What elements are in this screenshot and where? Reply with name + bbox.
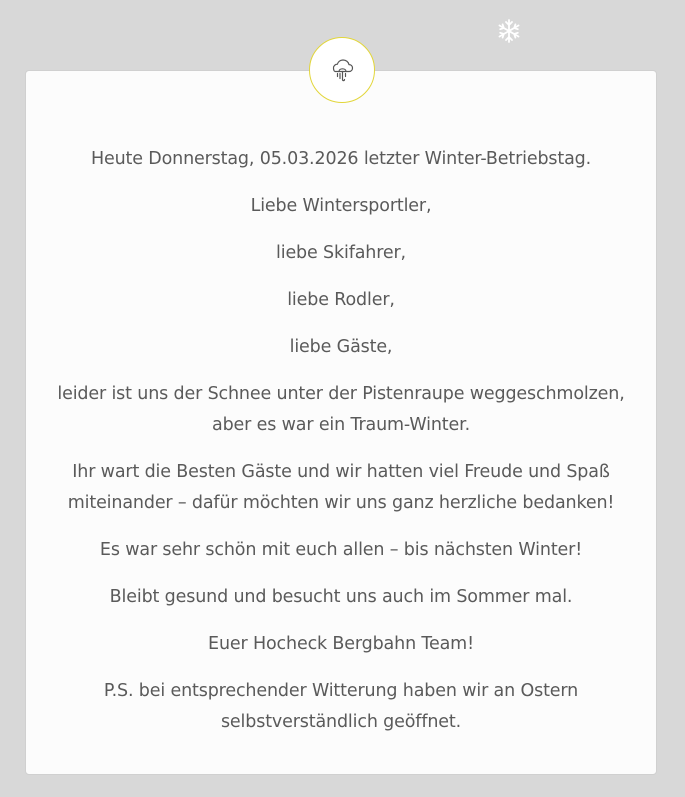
notice-icon-badge: [309, 37, 375, 103]
notice-paragraph-farewell: Es war sehr schön mit euch allen – bis nächsten Winter!: [99, 540, 583, 560]
notice-paragraph-snow: leider ist uns der Schnee unter der Pistenraupe weggeschmolzen, aber es war ein Traum-Winter.: [57, 384, 625, 435]
notice-card: [25, 70, 657, 775]
notice-signature: Euer Hocheck Bergbahn Team!: [208, 634, 474, 654]
greeting-wintersportler: Liebe Wintersportler,: [250, 196, 432, 216]
notice-paragraph-date: Heute Donnerstag, 05.03.2026 letzter Winter-Betriebstag.: [90, 149, 592, 169]
notice-paragraph-thanks: Ihr wart die Besten Gäste und wir hatten viel Freude und Spaß miteinander – dafür möchten wir uns ganz herzliche bedanken!: [67, 462, 615, 513]
cloud-rain-umbrella-icon: [328, 56, 356, 84]
greeting-rodler: liebe Rodler,: [287, 290, 395, 310]
snowflake-icon: [496, 18, 522, 44]
greeting-gaeste: liebe Gäste,: [289, 337, 393, 357]
notice-text: [26, 144, 656, 754]
notice-paragraph-summer: Bleibt gesund und besucht uns auch im Sommer mal.: [109, 587, 573, 607]
notice-postscript: P.S. bei entsprechender Witterung haben wir an Ostern selbstverständlich geöffnet.: [103, 681, 579, 732]
greeting-skifahrer: liebe Skifahrer,: [276, 243, 406, 263]
